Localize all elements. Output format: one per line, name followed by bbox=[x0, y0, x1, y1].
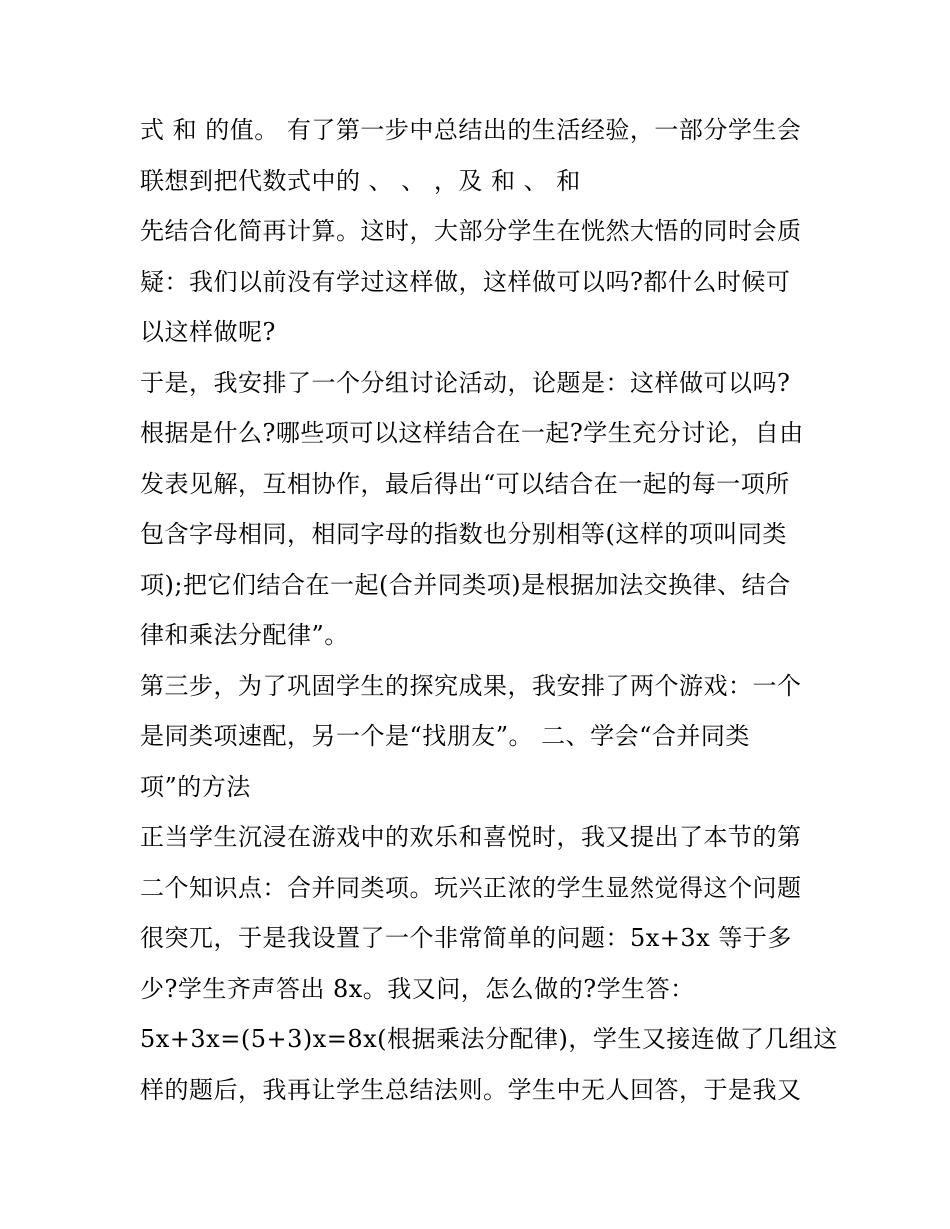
text-line: 于是，我安排了一个分组讨论活动，论题是：这样做可以吗? bbox=[140, 369, 791, 397]
text-line: 正当学生沉浸在游戏中的欢乐和喜悦时，我又提出了本节的第 bbox=[140, 823, 802, 851]
text-line: 是同类项速配，另一个是“找朋友”。 二、学会“合并同类 bbox=[140, 722, 750, 750]
text-line: 样的题后，我再让学生总结法则。学生中无人回答，于是我又 bbox=[140, 1076, 802, 1104]
text-line: 很突兀，于是我设置了一个非常简单的问题：5x+3x 等于多 bbox=[140, 924, 792, 952]
text-line: 第三步，为了巩固学生的探究成果，我安排了两个游戏：一个 bbox=[140, 672, 802, 700]
text-line: 以这样做呢? bbox=[140, 318, 276, 346]
text-line: 先结合化简再计算。这时，大部分学生在恍然大悟的同时会质 bbox=[140, 217, 802, 245]
text-line: 少?学生齐声答出 8x。我又问，怎么做的?学生答： bbox=[140, 975, 695, 1003]
text-line: 包含字母相同，相同字母的指数也分别相等(这样的项叫同类 bbox=[140, 520, 787, 548]
text-line: 项);把它们结合在一起(合并同类项)是根据加法交换律、结合 bbox=[140, 571, 791, 599]
text-line: 式 和 的值。 有了第一步中总结出的生活经验，一部分学生会 bbox=[140, 116, 802, 144]
text-line: 项”的方法 bbox=[140, 773, 251, 801]
text-line: 发表见解，互相协作，最后得出“可以结合在一起的每一项所 bbox=[140, 470, 790, 498]
text-line: 二个知识点：合并同类项。玩兴正浓的学生显然觉得这个问题 bbox=[140, 874, 802, 902]
text-line: 5x+3x=(5+3)x=8x(根据乘法分配律)，学生又接连做了几组这 bbox=[140, 1025, 838, 1053]
text-line: 疑：我们以前没有学过这样做，这样做可以吗?都什么时候可 bbox=[140, 268, 791, 296]
text-line: 根据是什么?哪些项可以这样结合在一起?学生充分讨论，自由 bbox=[140, 419, 804, 447]
text-line: 律和乘法分配律”。 bbox=[140, 621, 349, 649]
text-line: 联想到把代数式中的 、 、 ，及 和 、 和 bbox=[140, 167, 581, 195]
